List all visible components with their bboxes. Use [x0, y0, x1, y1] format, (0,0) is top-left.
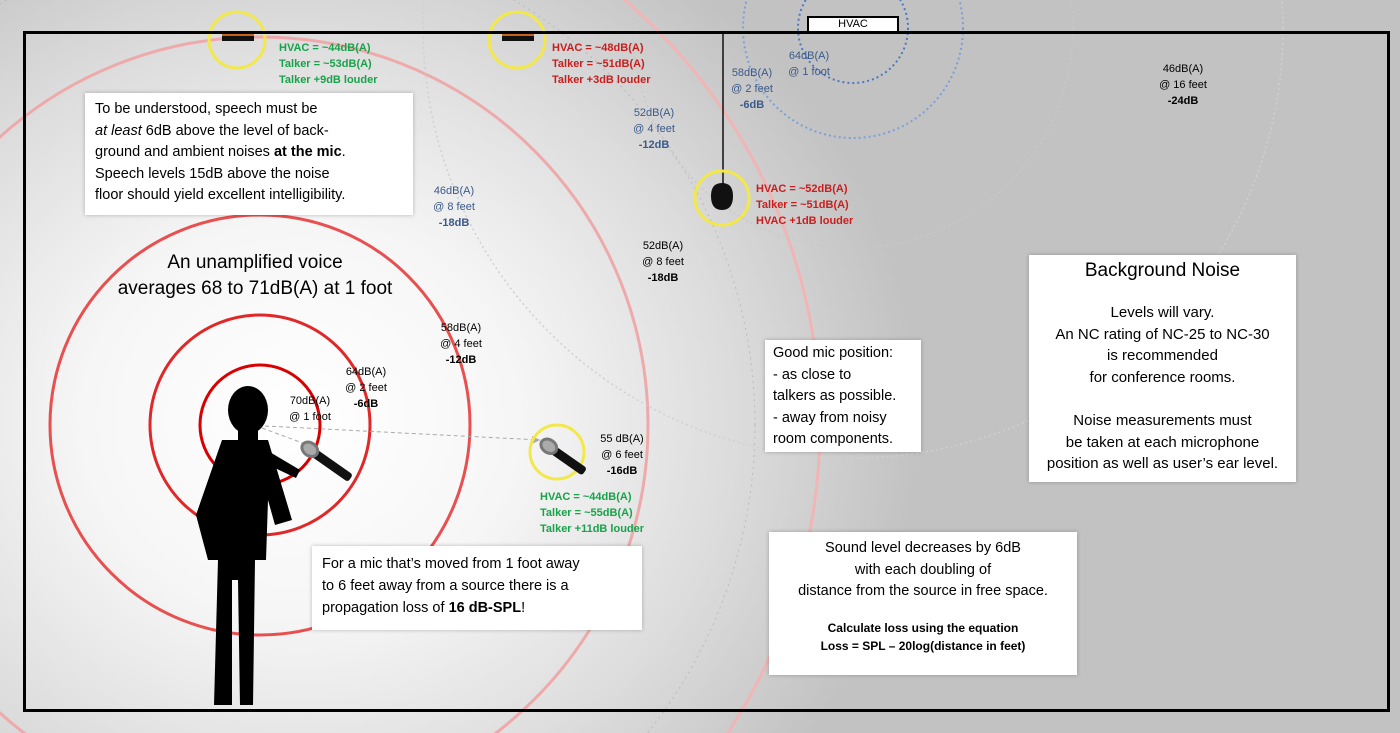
hvac-level-4ft: 52dB(A) @ 4 feet -12dB: [633, 107, 675, 151]
sound-level-line: distance from the source in free space.: [798, 583, 1048, 599]
talker-level-1ft: 70dB(A) @ 1 foot: [289, 395, 331, 423]
hvac-level-1ft: 64dB(A) @ 1 foot: [788, 50, 830, 78]
background-noise-line: is recommended: [1107, 347, 1218, 364]
mic-position-line: room components.: [773, 431, 894, 447]
intro-line: Speech levels 15dB above the noise: [95, 165, 330, 182]
intro-line: at least 6dB above the level of back-: [95, 122, 329, 139]
background-noise-line: for conference rooms.: [1089, 368, 1236, 386]
mic-position-line: talkers as possible.: [773, 388, 897, 404]
background-noise-line: Noise measurements must: [1073, 412, 1252, 429]
ceiling-mic-2-readout: HVAC = ~48dB(A) Talker = ~51dB(A) Talker +3dB louder: [552, 42, 651, 86]
voice-line: averages 68 to 71dB(A) at 1 foot: [117, 278, 393, 299]
talker-level-6ft: 55 dB(A) @ 6 feet -16dB: [600, 433, 644, 477]
sound-level-note: [769, 532, 1077, 675]
background-noise-note: [1029, 255, 1296, 482]
hvac-unit: HVAC: [807, 16, 899, 33]
intro-line: floor should yield excellent intelligibility.: [95, 187, 346, 203]
talker-level-4ft: 58dB(A) @ 4 feet -12dB: [440, 322, 482, 366]
intro-line: To be understood, speech must be: [95, 101, 318, 117]
hvac-level-16ft: 46dB(A) @ 16 feet -24dB: [1159, 63, 1207, 107]
mic-position-line: Good mic position:: [773, 345, 894, 361]
pendant-mic-readout: HVAC = ~52dB(A) Talker = ~51dB(A) HVAC +1dB louder: [756, 183, 854, 227]
mic-position-line: - as close to: [773, 366, 852, 383]
propagation-line: For a mic that’s moved from 1 foot away: [322, 556, 580, 572]
talker-level-2ft: 64dB(A) @ 2 feet -6dB: [345, 366, 387, 410]
propagation-line: propagation loss of 16 dB-SPL!: [322, 600, 526, 616]
background-noise-line: position as well as user’s ear level.: [1046, 455, 1279, 472]
talker-level-8ft: 52dB(A) @ 8 feet -18dB: [642, 240, 684, 284]
background-noise-title: Background Noise: [1084, 260, 1241, 281]
mic-position-line: - away from noisy: [773, 409, 887, 426]
voice-line: An unamplified voice: [167, 252, 343, 273]
background-noise-line: An NC rating of NC-25 to NC-30: [1055, 325, 1270, 343]
hvac-level-2ft: 58dB(A) @ 2 feet -6dB: [731, 67, 773, 111]
loss-equation: Loss = SPL – 20log(distance in feet): [820, 638, 1026, 653]
propagation-line: to 6 feet away from a source there is a: [322, 578, 569, 594]
hvac-level-8ft: 46dB(A) @ 8 feet -18dB: [433, 185, 475, 229]
background-noise-line: Levels will vary.: [1110, 304, 1215, 321]
background-noise-line: be taken at each microphone: [1065, 433, 1260, 451]
propagation-note: [312, 546, 642, 630]
intro-line: ground and ambient noises at the mic.: [95, 144, 346, 160]
loss-equation-heading: Calculate loss using the equation: [827, 620, 1019, 635]
intro-note: [85, 93, 413, 215]
table-mic-readout: HVAC = ~44dB(A) Talker = ~55dB(A) Talker +11dB louder: [540, 491, 645, 535]
sound-level-line: with each doubling of: [854, 561, 992, 578]
mic-position-note: [765, 340, 921, 452]
ceiling-mic-1-readout: HVAC = ~44dB(A) Talker = ~53dB(A) Talker +9dB louder: [279, 42, 378, 86]
sound-level-line: Sound level decreases by 6dB: [825, 540, 1021, 556]
voice-note: [90, 250, 420, 302]
